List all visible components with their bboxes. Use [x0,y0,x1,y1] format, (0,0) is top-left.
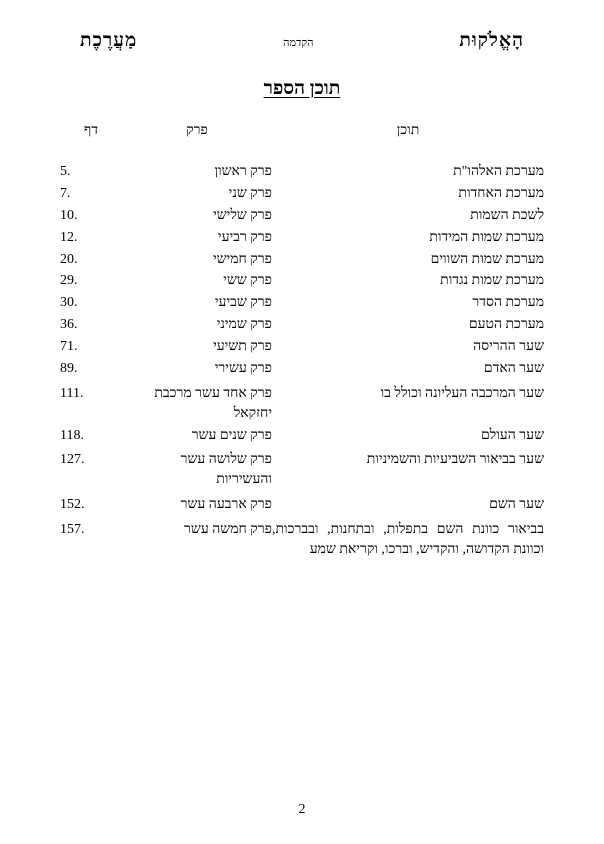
toc-daf: .12 [60,229,78,245]
toc-table [60,120,544,561]
table-row[interactable] [60,516,544,561]
table-row[interactable] [60,227,544,249]
column-header-tochen: תוכן [396,123,420,138]
toc-daf: .29 [60,273,78,289]
toc-perek: פרק תשיעי [213,339,272,354]
toc-daf: .127 [60,452,85,468]
toc-perek: פרק שני [228,185,272,201]
table-row[interactable] [60,380,544,425]
table-row[interactable] [60,491,544,516]
table-row[interactable] [60,446,544,491]
toc-daf: .71 [60,339,78,354]
toc-tochen: מערכת הטעם [468,317,544,333]
table-row[interactable] [60,358,544,380]
page-number: 2 [298,802,306,817]
toc-daf: .157 [60,522,85,537]
toc-perek: פרק שביעי [214,295,272,311]
toc-tochen: בביאור כוונת השם בתפלות, ובתחנות, ובברכות, וכוונת הקדושה, והקדיש, וברכו, וקריאת שמע [272,522,544,557]
toc-tochen: שער השם [489,497,544,513]
toc-tochen: שער האדם [483,360,544,376]
toc-perek: פרק ראשון [214,164,272,179]
table-row[interactable] [60,205,544,227]
toc-perek: פרק ארבעה עשר [180,497,272,513]
toc-perek: פרק אחד עשר מרכבת יחזקאל [154,385,272,421]
toc-tochen: שער בביאור השביעיות והשמיניות [366,452,544,468]
toc-daf: .111 [60,385,84,401]
toc-tochen: שער העולם [480,427,544,443]
toc-daf: .20 [60,251,78,267]
table-row[interactable] [60,161,544,183]
table-row[interactable] [60,270,544,292]
toc-daf: .118 [60,427,84,443]
toc-perek: פרק שמיני [216,317,272,333]
table-row[interactable] [60,314,544,336]
toc-tochen: מערכת שמות השווים [430,251,544,267]
toc-perek: פרק רביעי [217,229,272,245]
toc-tochen: מערכת האלהו"ת [453,164,544,179]
toc-daf: .152 [60,497,85,513]
toc-tochen: לשכת השמות [470,207,544,223]
toc-daf: .30 [60,295,78,311]
table-row[interactable] [60,292,544,314]
toc-tochen: שער ההריסה [473,339,544,354]
toc-daf: .5 [60,164,71,179]
running-header [80,30,524,52]
toc-tochen: מערכת הסדר [472,295,544,311]
toc-header-row [60,120,544,161]
toc-daf: .10 [60,207,78,223]
toc-daf: .89 [60,360,78,376]
toc-perek: פרק ששי [223,273,272,289]
toc-tochen: שער המרכבה העליונה וכולל בו [380,385,544,401]
toc-tochen: מערכת שמות נגדות [440,273,544,289]
toc-perek: פרק חמישי [212,251,272,267]
page-title: תוכן הספר [263,78,341,99]
table-row[interactable] [60,336,544,358]
toc-perek: פרק שנים עשר [191,427,272,443]
table-row[interactable] [60,425,544,447]
toc-tochen: מערכת שמות המידות [429,229,544,245]
table-row[interactable] [60,183,544,205]
header-left-word: הָאֱלֹקוּת [459,30,524,51]
header-right-word: מַעֲרֶכֶת [80,30,138,51]
toc-daf: .7 [60,185,71,201]
column-header-perek: פרק [186,123,208,138]
header-center-word: הקדמה [283,37,314,49]
toc-tochen: מערכת האחדות [458,185,544,201]
toc-perek: פרק עשירי [214,360,272,376]
toc-perek: פרק שלושה עשר והעשיריות [180,452,272,488]
table-row[interactable] [60,249,544,271]
column-header-daf: דף [84,123,98,138]
table-of-contents [60,120,544,561]
toc-perek: פרק חמשה עשר [184,522,272,537]
toc-daf: .36 [60,317,78,333]
toc-perek: פרק שלישי [213,207,272,223]
